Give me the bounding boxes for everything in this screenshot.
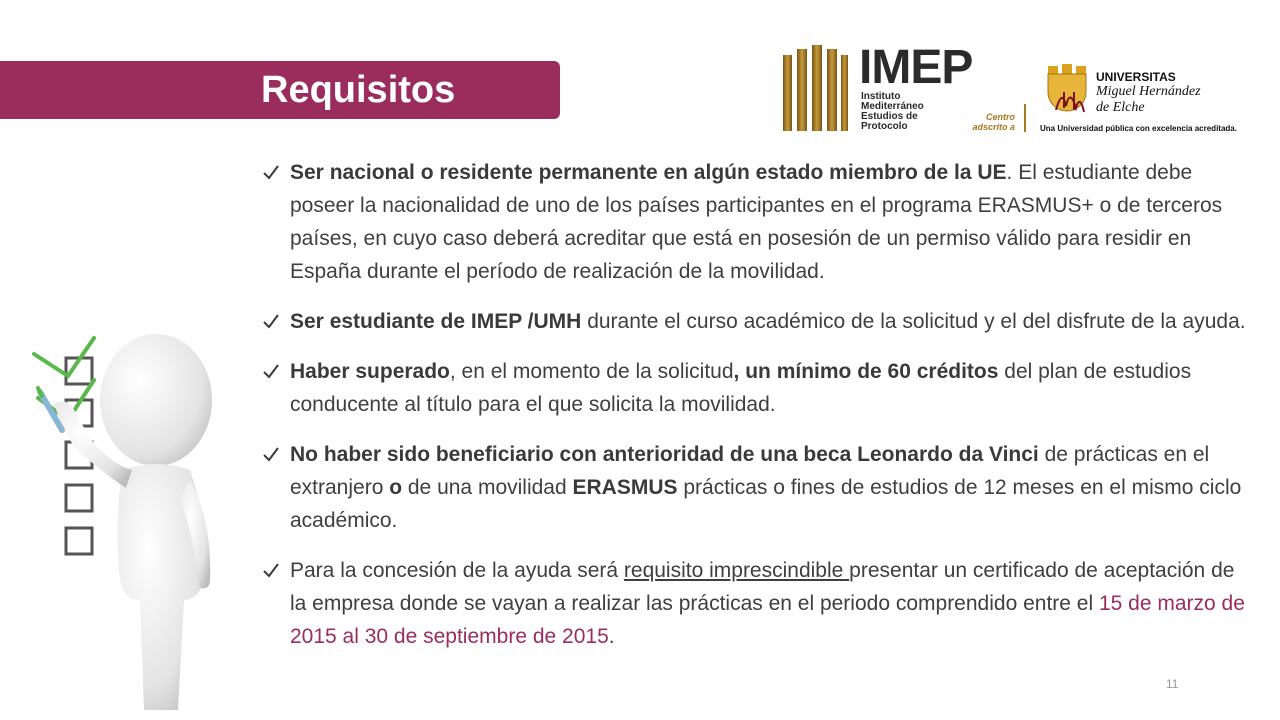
person-with-checklist-illustration: [22, 330, 222, 720]
imep-name: IMEP: [859, 41, 973, 94]
requirement-item: Haber superado, en el momento de la solicitud, un mínimo de 60 créditos del plan de estudios conducente al título para el que solicita la movilidad.: [262, 355, 1247, 421]
requirement-item: Ser nacional o residente permanente en algún estado miembro de la UE. El estudiante debe poseer la nacionalidad de uno de los países participantes en el programa ERASMUS+ o de terceros países, en cuyo caso deberá acreditar que está en posesión de un permiso válido para residir en España durante el período de realización de la movilidad.: [262, 156, 1247, 288]
checkmark-icon: [262, 363, 279, 380]
page-number: 11: [1166, 677, 1179, 691]
requirement-item: No haber sido beneficiario con anterioridad de una beca Leonardo da Vinci de prácticas en el extranjero o de una movilidad ERASMUS prácticas o fines de estudios de 12 meses en el mismo ciclo académico.: [262, 438, 1247, 537]
checkmark-icon: [262, 446, 279, 463]
logo-divider: [1024, 104, 1026, 132]
imep-logo: [783, 42, 1033, 134]
umh-universitas: UNIVERSITAS: [1096, 70, 1176, 84]
centro-adscrito-label: Centro adscrito a: [972, 112, 1015, 132]
imep-subtitle: Instituto Mediterráneo Estudios de Protocolo: [861, 91, 924, 132]
checkmark-icon: [262, 562, 279, 579]
requirement-item: Ser estudiante de IMEP /UMH durante el curso académico de la solicitud y el del disfrute de la ayuda.: [262, 305, 1247, 338]
checkmark-icon: [262, 164, 279, 181]
umh-name: Miguel Hernández de Elche: [1096, 84, 1201, 115]
requirements-list: [262, 156, 1247, 653]
umh-tagline: Una Universidad pública con excelencia acreditada.: [1040, 124, 1237, 133]
slide-title: Requisitos: [261, 69, 456, 111]
umh-logo: [1038, 62, 1248, 138]
title-bar: [0, 61, 560, 119]
requirement-item: Para la concesión de la ayuda será requisito imprescindible presentar un certificado de aceptación de la empresa donde se vayan a realizar las prácticas en el periodo comprendido entre el 15 de marzo de 2015 al 30 de septiembre de 2015.: [262, 554, 1247, 653]
checkmark-icon: [262, 313, 279, 330]
umh-emblem-icon: [1042, 64, 1092, 120]
imep-bars-icon: [783, 45, 848, 131]
